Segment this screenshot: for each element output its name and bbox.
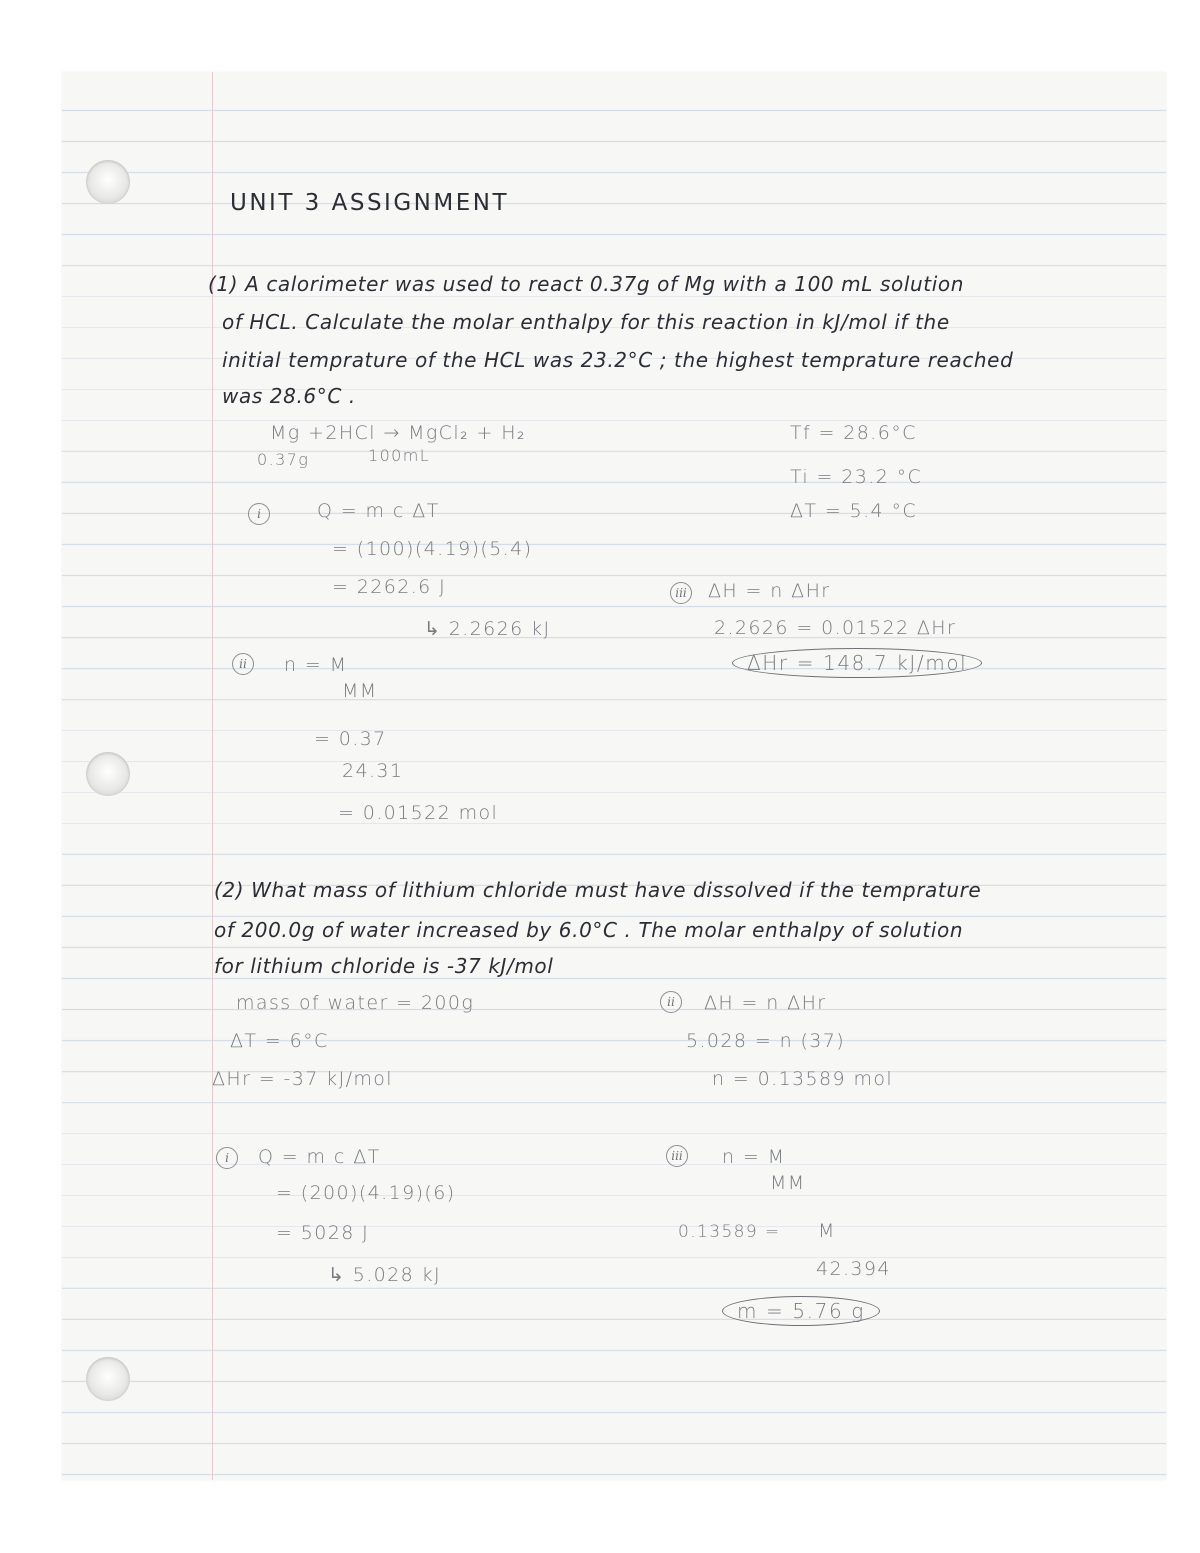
q2-heat-result-kj: ↳ 5.028 kJ (328, 1264, 441, 1286)
q1-initial-temp: Ti = 23.2 °C (790, 466, 923, 488)
q1-part-iii-marker: iii (670, 582, 692, 604)
q2-part-iii-marker: iii (666, 1145, 688, 1167)
q2-enthalpy-formula: ΔH = n ΔHr (704, 992, 827, 1014)
q1-enthalpy-formula: ΔH = n ΔHr (708, 580, 831, 602)
q1-prompt-line-4: was 28.6°C . (222, 384, 356, 408)
q2-given-mass: mass of water = 200g (236, 992, 475, 1014)
q1-moles-formula: n = M (284, 654, 348, 676)
binder-hole-middle (86, 752, 130, 796)
notebook-page (62, 72, 1166, 1480)
q1-molar-mass-mg: 24.31 (342, 760, 404, 782)
assignment-title: UNIT 3 ASSIGNMENT (230, 190, 510, 216)
q1-final-answer-circle (732, 648, 982, 678)
q2-given-molar-enthalpy: ΔHr = -37 kJ/mol (212, 1068, 393, 1090)
q2-part-i-marker: i (216, 1147, 238, 1169)
q1-heat-formula: Q = m c ΔT (317, 500, 440, 522)
q2-heat-substitution: = (200)(4.19)(6) (276, 1182, 456, 1204)
q2-prompt-line-3: for lithium chloride is -37 kJ/mol (214, 954, 554, 978)
q2-final-answer-circle (722, 1296, 880, 1326)
q2-mass-formula: n = M (722, 1146, 786, 1168)
q1-prompt-line-2: of HCL. Calculate the molar enthalpy for this reaction in kJ/mol if the (222, 310, 950, 334)
q2-heat-formula: Q = m c ΔT (258, 1146, 381, 1168)
q1-enthalpy-substitution: 2.2626 = 0.01522 ΔHr (714, 617, 957, 639)
q1-volume-hcl: 100mL (368, 446, 431, 465)
q2-enthalpy-substitution: 5.028 = n (37) (686, 1030, 846, 1052)
q1-reaction-equation: Mg +2HCl → MgCl₂ + H₂ (270, 422, 526, 444)
q1-final-temp: Tf = 28.6°C (790, 422, 917, 444)
q2-prompt-line-2: of 200.0g of water increased by 6.0°C . The molar enthalpy of solution (214, 918, 964, 942)
q1-part-ii-marker: ii (232, 653, 254, 675)
q2-heat-result-j: = 5028 J (276, 1222, 370, 1244)
q2-mass-formula-denominator: MM (770, 1172, 806, 1194)
q1-moles-substitution: = 0.37 (314, 728, 387, 750)
binder-hole-bottom (86, 1357, 130, 1401)
q2-part-ii-marker: ii (660, 991, 682, 1013)
q2-final-answer: m = 5.76 g (737, 1299, 865, 1323)
q1-part-i-marker: i (248, 503, 270, 525)
q2-mass-unknown: M (818, 1220, 836, 1242)
q2-given-temp-change: ΔT = 6°C (230, 1030, 329, 1052)
q1-final-answer: ΔHr = 148.7 kJ/mol (747, 651, 968, 675)
q1-prompt-line-1: (1) A calorimeter was used to react 0.37g of Mg with a 100 mL solution (208, 272, 964, 296)
q2-moles-result: n = 0.13589 mol (712, 1068, 894, 1090)
q1-prompt-line-3: initial temprature of the HCL was 23.2°C ; the highest temprature reached (222, 348, 1014, 372)
q2-prompt-line-1: (2) What mass of lithium chloride must have dissolved if the temprature (214, 878, 982, 902)
q1-moles-formula-denominator: MM (342, 680, 378, 702)
q1-heat-result-kj: ↳ 2.2626 kJ (424, 618, 551, 640)
q1-heat-substitution: = (100)(4.19)(5.4) (332, 538, 533, 560)
q1-temp-change: ΔT = 5.4 °C (790, 500, 918, 522)
q1-moles-result: = 0.01522 mol (338, 802, 499, 824)
q2-molar-mass-licl: 42.394 (816, 1258, 891, 1280)
q1-heat-result-j: = 2262.6 J (332, 576, 447, 598)
q1-mass-mg: 0.37g (257, 450, 310, 469)
q2-moles-value: 0.13589 = (678, 1222, 781, 1242)
binder-hole-top (86, 160, 130, 204)
